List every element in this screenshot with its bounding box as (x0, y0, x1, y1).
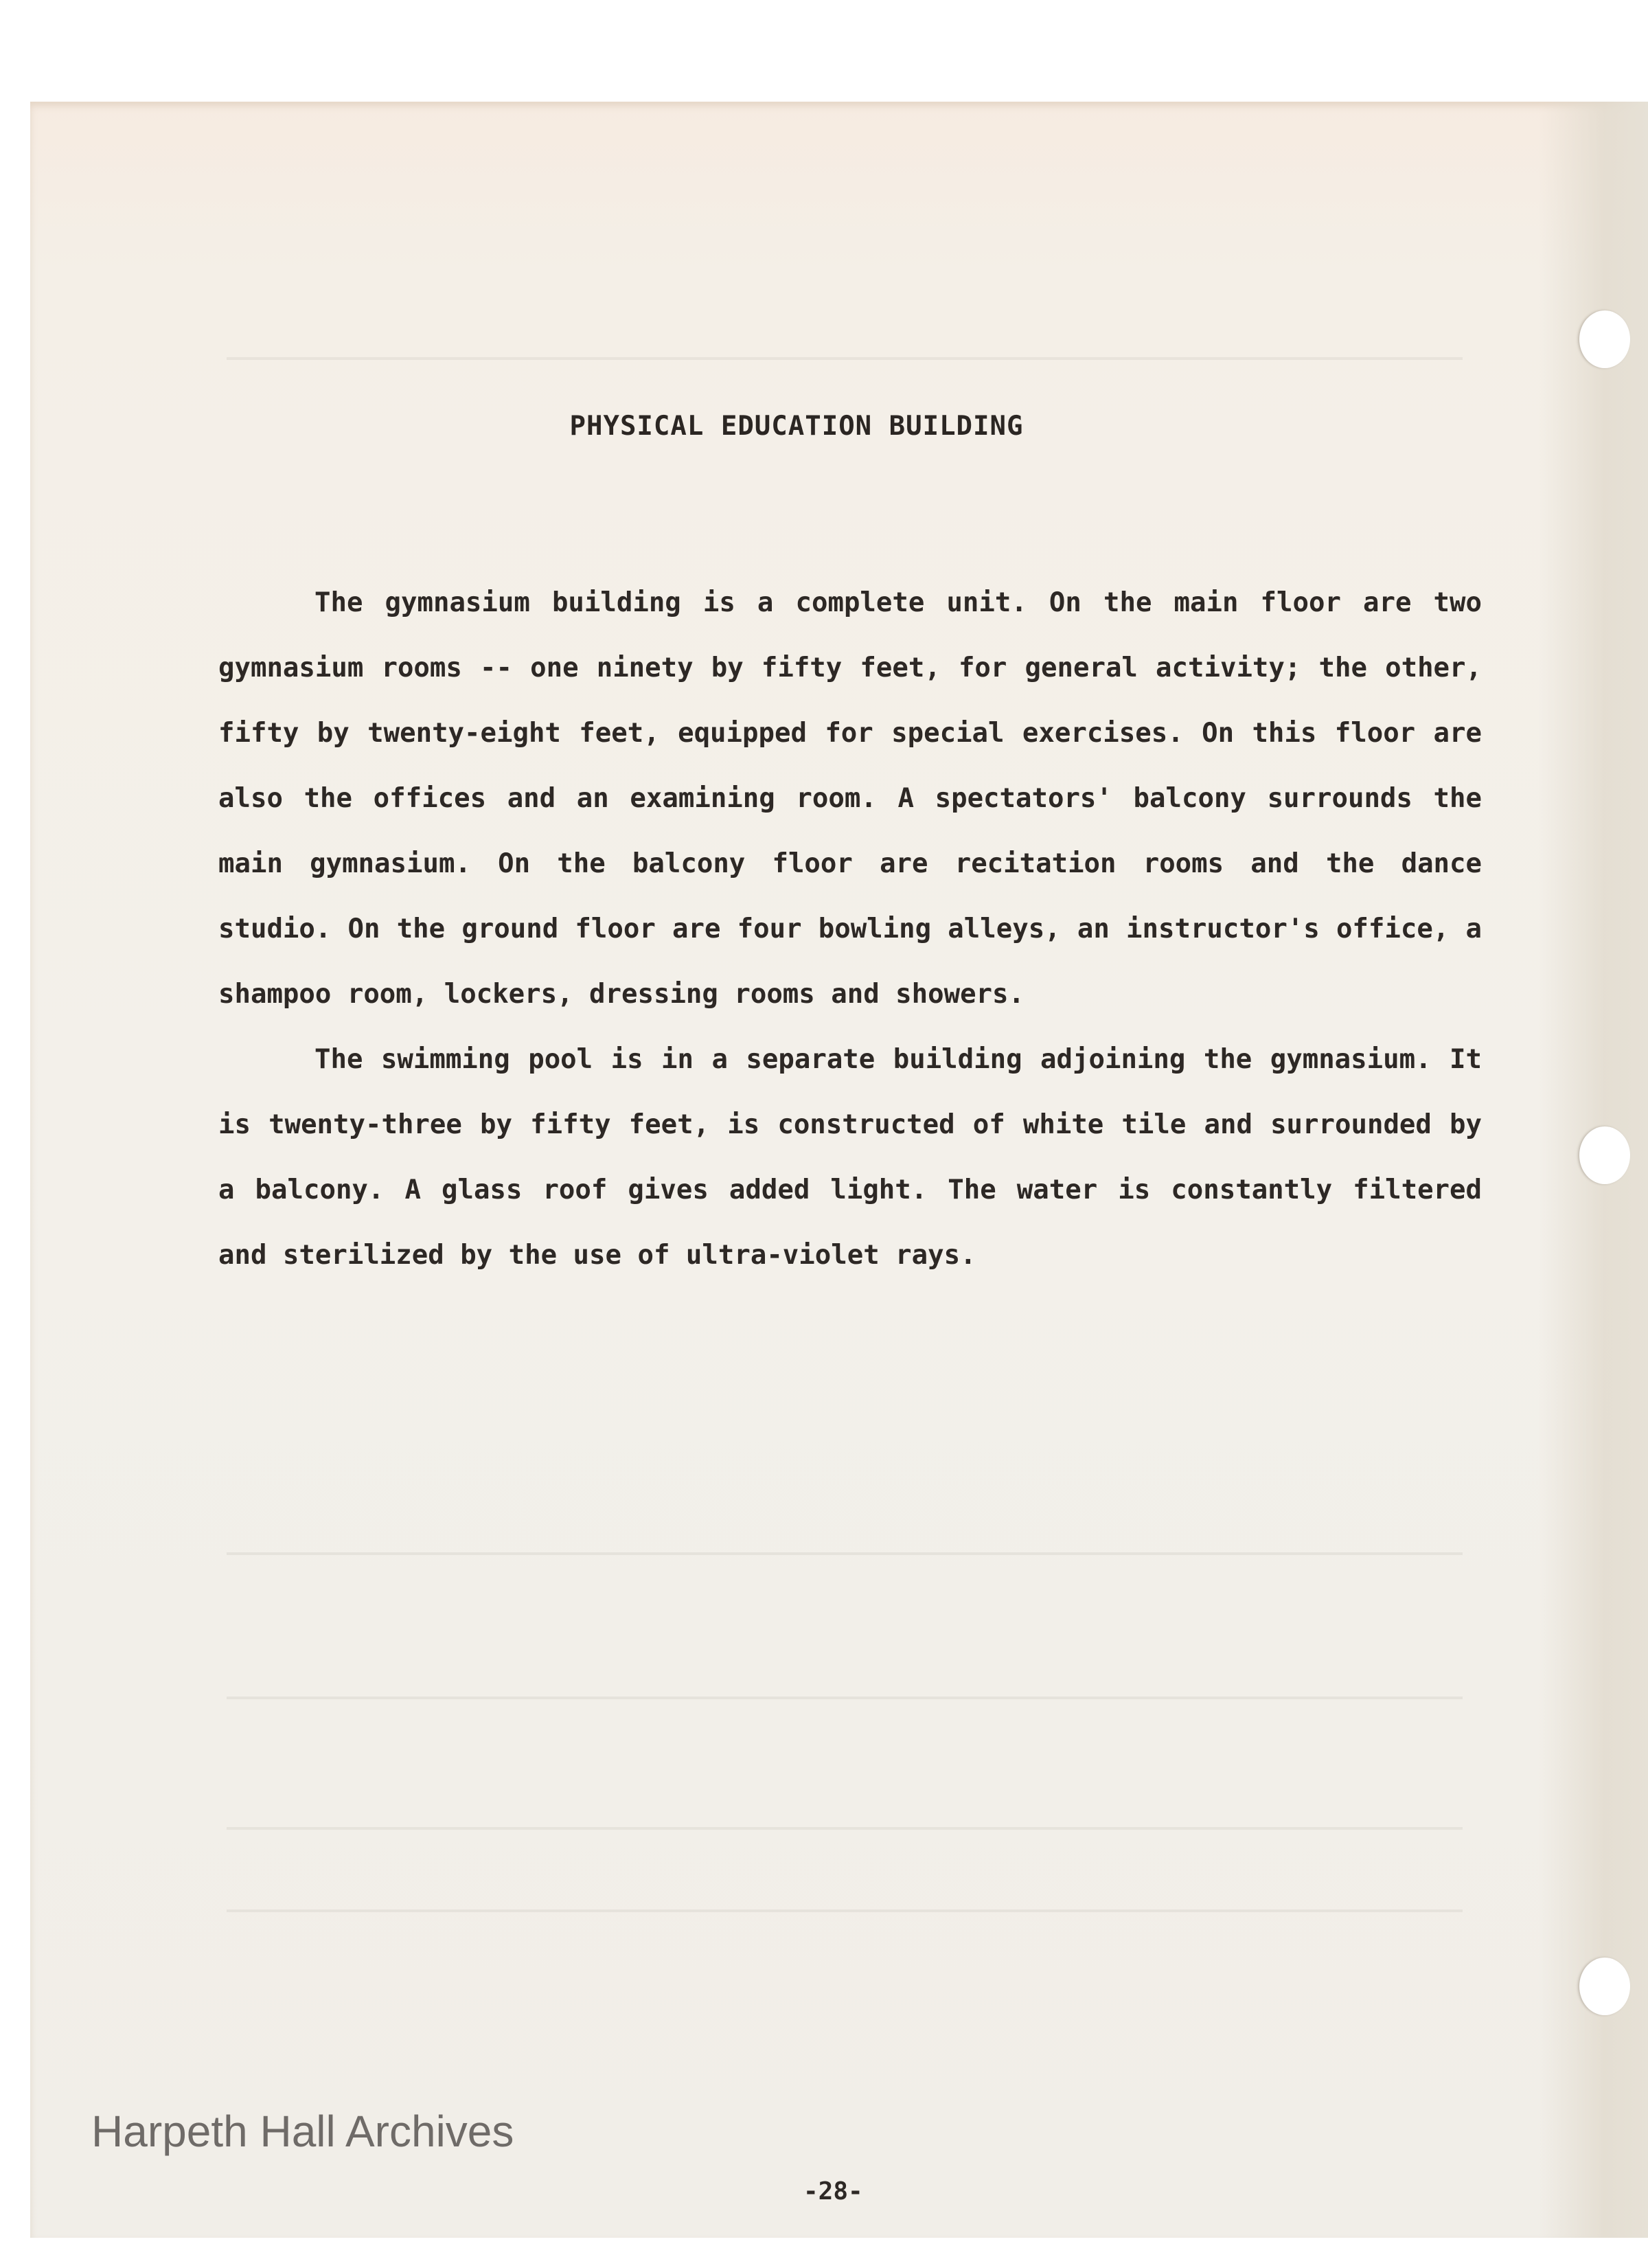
binder-hole-middle (1579, 1126, 1630, 1184)
binder-hole-bottom (1579, 1958, 1630, 2015)
archive-watermark: Harpeth Hall Archives (91, 2107, 514, 2156)
binder-hole-top (1579, 310, 1630, 368)
bleed-through-line (227, 1827, 1463, 1830)
bleed-through-line (227, 1697, 1463, 1699)
bleed-through-line (227, 357, 1463, 360)
paragraph-swimming-pool: The swimming pool is in a separate building adjoining the gymnasium. It is twenty-three by fifty feet, is constructed of white tile and surrounded by a balcony. A glass roof gives added light. The water is constantly filtered and sterilized by the use of ultra-violet rays. (218, 1044, 1482, 1271)
page-number: -28- (803, 2177, 863, 2205)
bleed-through-line (227, 1909, 1463, 1912)
bleed-through-line (227, 1552, 1463, 1555)
page-title: PHYSICAL EDUCATION BUILDING (569, 411, 1024, 442)
paragraph-gymnasium: The gymnasium building is a complete unit. On the main floor are two gymnasium rooms -- one ninety by fifty feet, for general activity; the other, fifty by twenty-eight feet, equipped for special exercises. On this floor are also the offices and an examining room. A spectators' balcony surrounds the main gymnasium. On the balcony floor are recitation rooms and the dance studio. On the ground floor are four bowling alleys, an instructor's office, a shampoo room, lockers, dressing rooms and showers. (218, 587, 1482, 1010)
body-text (218, 570, 1482, 1288)
